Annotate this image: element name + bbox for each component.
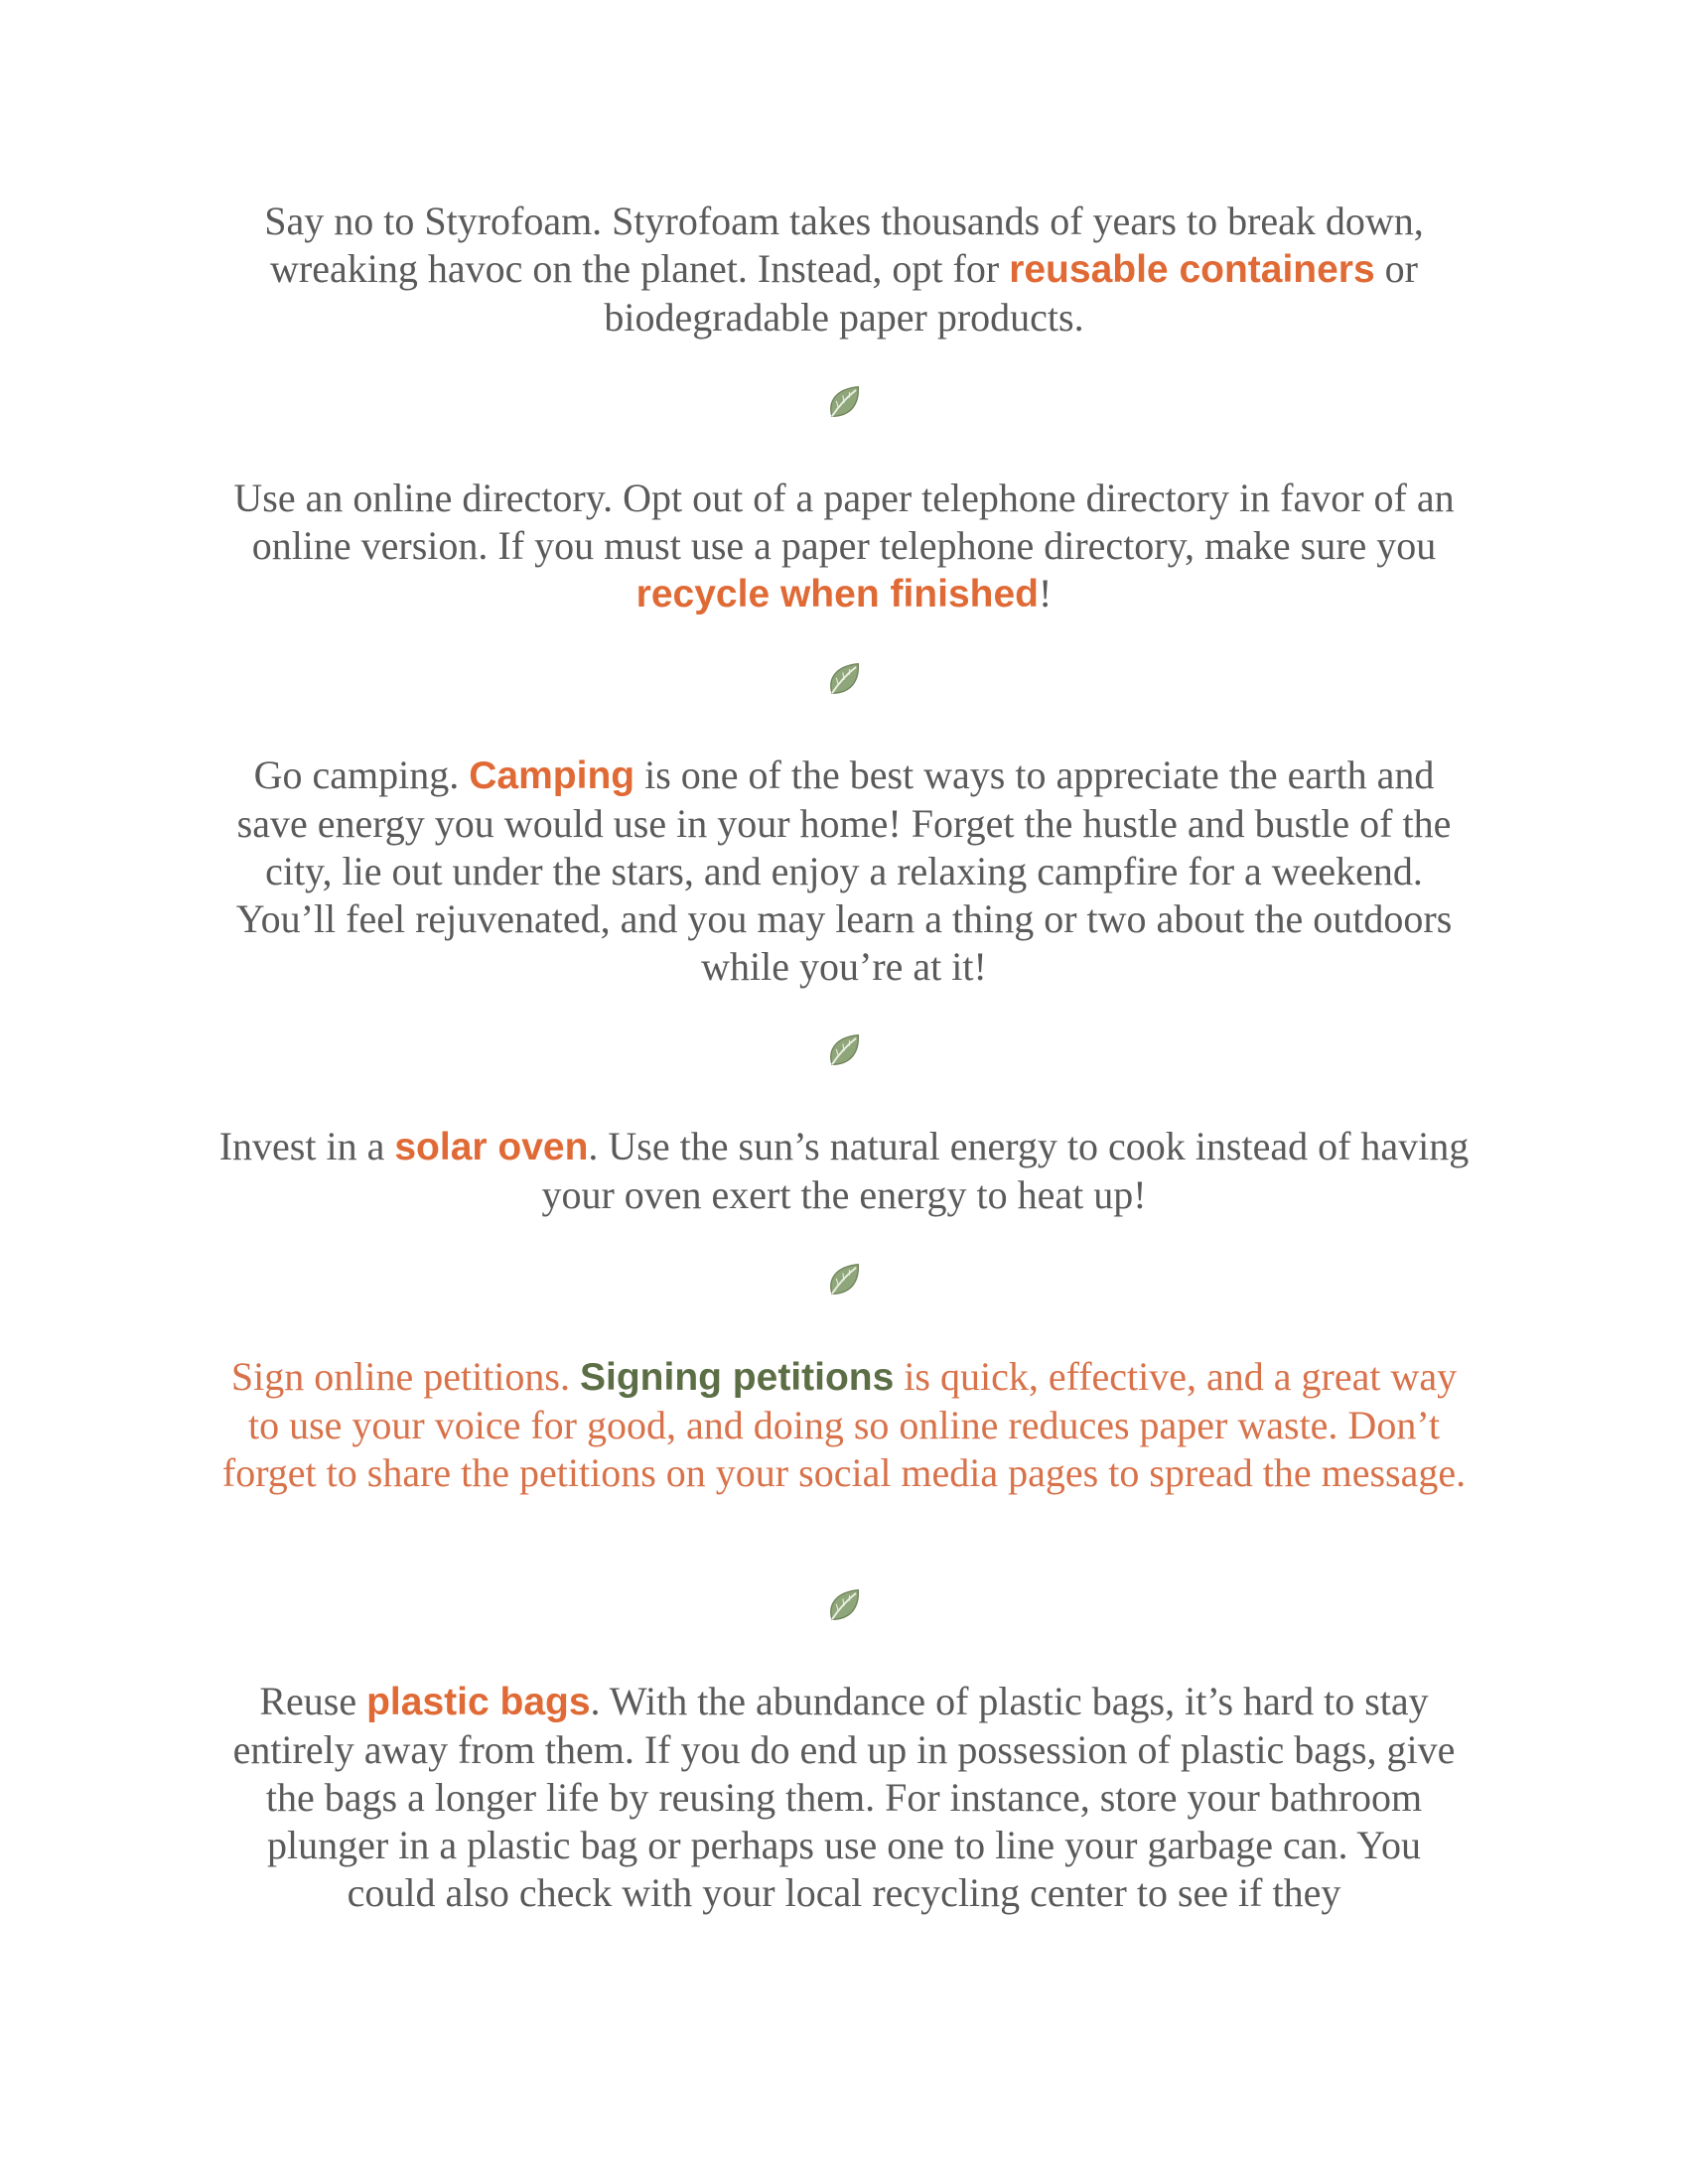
leaf-icon	[822, 1258, 866, 1301]
keyword-link[interactable]: recycle when finished	[635, 573, 1039, 615]
tip-text: . Use the sun’s natural energy to cook instead of having your oven exert the energy to heat up!	[541, 1124, 1470, 1217]
keyword-link[interactable]: Camping	[469, 754, 635, 797]
tip-online-directory	[218, 475, 1470, 618]
tip-text: Go camping.	[253, 752, 470, 797]
tip-text: !	[1038, 571, 1053, 615]
tip-text: Use an online directory. Opt out of a paper telephone directory in favor of an online version. If you must use a paper telephone directory, make sure you	[233, 476, 1455, 568]
tip-text: Invest in a	[218, 1124, 395, 1168]
tip-styrofoam	[218, 198, 1470, 341]
leaf-icon	[822, 657, 866, 701]
leaf-icon	[822, 1028, 866, 1072]
keyword-link[interactable]: plastic bags	[366, 1681, 591, 1723]
tip-solar-oven	[218, 1123, 1470, 1219]
tip-plastic-bags	[218, 1678, 1470, 1917]
tip-camping	[218, 751, 1470, 991]
tip-text: Sign online petitions.	[230, 1354, 580, 1399]
keyword-link[interactable]: reusable containers	[1009, 248, 1375, 291]
tip-text: Reuse	[259, 1679, 367, 1723]
leaf-icon	[822, 1583, 866, 1627]
tip-text: . With the abundance of plastic bags, it’s hard to stay entirely away from them. If you do end up in possession of plastic bags, give the bags a longer life by reusing them. For instance, store your bathroom plunger in a plastic bag or perhaps use one to line your garbage can. You could also check with your local recycling center to see if they	[232, 1679, 1456, 1915]
tip-text: is quick, effective, and a great way to use your voice for good, and doing so online reduces paper waste. Don’t forget to share the petitions on your social media pages to spread the message.	[221, 1354, 1467, 1495]
keyword-link[interactable]: Signing petitions	[580, 1356, 895, 1399]
leaf-icon	[822, 380, 866, 424]
tip-online-petitions	[218, 1353, 1470, 1497]
tip-text: Say no to Styrofoam. Styrofoam takes thousands of years to break down, wreaking havoc on the planet. Instead, opt for	[264, 199, 1424, 291]
tip-text: is one of the best ways to appreciate the earth and save energy you would use in your home! Forget the hustle and bustle of the city, lie out under the stars, and enjoy a relaxing campfire for a weekend. You’ll feel rejuvenated, and you may learn a thing or two about the outdoors while you’re at it!	[235, 752, 1453, 989]
tip-text: or biodegradable paper products.	[604, 246, 1418, 340]
keyword-link[interactable]: solar oven	[394, 1126, 589, 1168]
